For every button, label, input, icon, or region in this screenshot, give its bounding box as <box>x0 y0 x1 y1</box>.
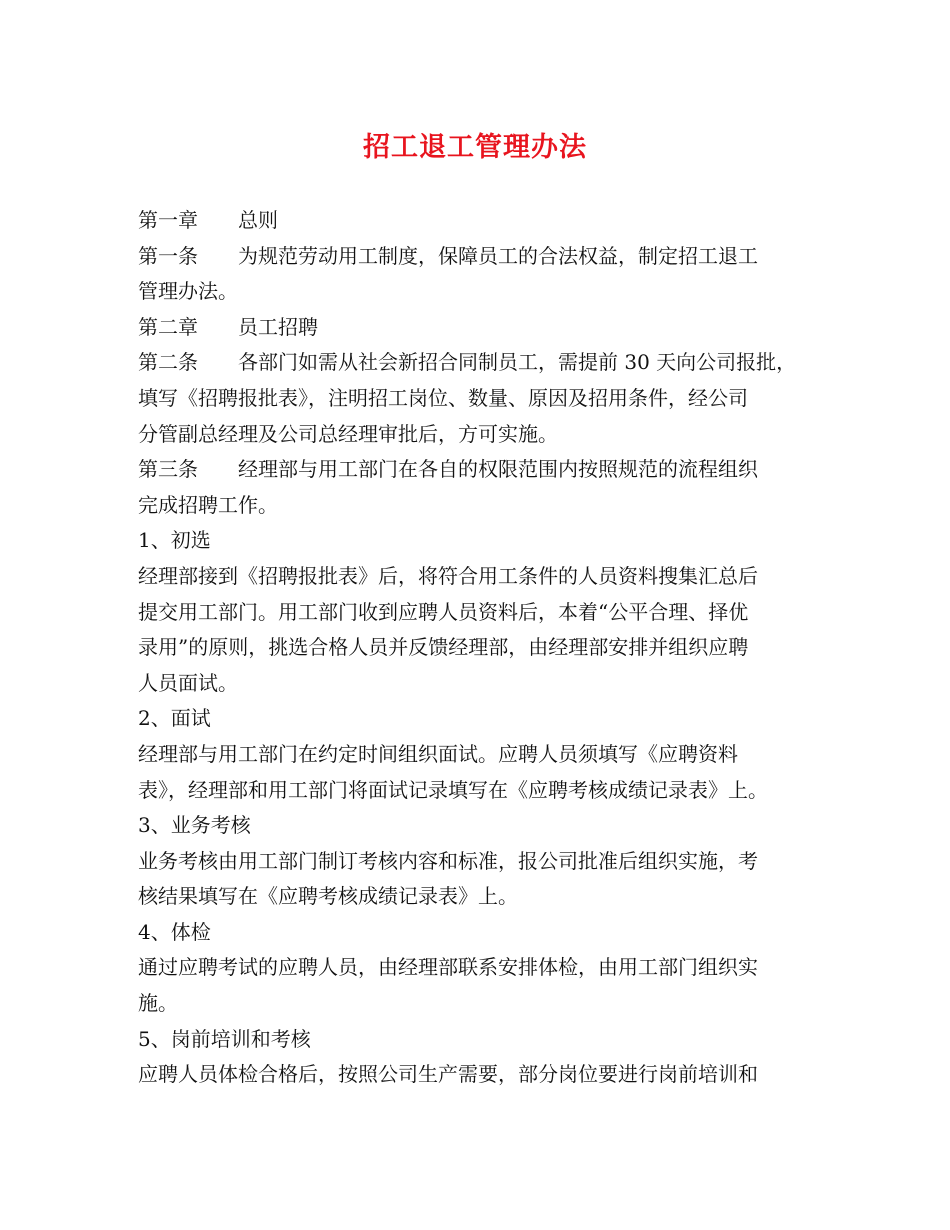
text-line <box>138 1057 828 1093</box>
section-label: 第三条 <box>138 457 198 482</box>
line-text: 提交用工部门。用工部门收到应聘人员资料后，本着“公平合理、择优 <box>138 599 749 624</box>
line-text: 各部门如需从社会新招合同制员工，需提前 30 天向公司报批， <box>238 350 797 375</box>
section-label: 第一条 <box>138 243 198 268</box>
line-text: 1、初选 <box>138 528 211 553</box>
text-line <box>138 452 828 488</box>
line-text: 完成招聘工作。 <box>138 492 278 517</box>
line-text: 员工招聘 <box>238 314 318 339</box>
line-text: 5、岗前培训和考核 <box>138 1026 311 1051</box>
section-label: 第二章 <box>138 314 198 339</box>
section-label: 第一章 <box>138 208 198 232</box>
text-line <box>138 666 828 702</box>
text-line <box>138 381 828 417</box>
document-body <box>138 203 828 1093</box>
line-text: 4、体检 <box>138 919 211 944</box>
text-line <box>138 879 828 915</box>
text-line <box>138 773 828 809</box>
text-line <box>138 1022 828 1058</box>
text-line <box>138 310 828 346</box>
text-line <box>138 274 828 310</box>
line-text: 经理部与用工部门在约定时间组织面试。应聘人员须填写《应聘资料 <box>138 741 738 766</box>
text-line <box>138 844 828 880</box>
text-line <box>138 986 828 1022</box>
section-label: 第二条 <box>138 350 198 375</box>
line-text: 2、面试 <box>138 706 211 731</box>
text-line <box>138 523 828 559</box>
line-text: 填写《招聘报批表》，注明招工岗位、数量、原因及招用条件，经公司 <box>138 385 748 410</box>
line-text: 3、业务考核 <box>138 813 251 838</box>
text-line <box>138 345 828 381</box>
text-line <box>138 559 828 595</box>
text-line <box>138 595 828 631</box>
text-line <box>138 239 828 275</box>
line-text: 人员面试。 <box>138 670 238 695</box>
line-text: 为规范劳动用工制度，保障员工的合法权益，制定招工退工 <box>238 243 758 268</box>
text-line <box>138 488 828 524</box>
document-title: 招工退工管理办法 <box>363 132 587 163</box>
text-line <box>138 915 828 951</box>
text-line <box>138 701 828 737</box>
line-text: 经理部与用工部门在各自的权限范围内按照规范的流程组织 <box>238 457 758 482</box>
line-text: 管理办法。 <box>138 279 238 304</box>
text-line <box>138 950 828 986</box>
text-line <box>138 808 828 844</box>
line-text: 经理部接到《招聘报批表》后，将符合用工条件的人员资料搜集汇总后 <box>138 563 758 588</box>
line-text: 业务考核由用工部门制订考核内容和标准，报公司批准后组织实施，考 <box>138 848 758 873</box>
text-line <box>138 630 828 666</box>
text-line <box>138 417 828 453</box>
text-line <box>138 737 828 773</box>
line-text: 分管副总经理及公司总经理审批后，方可实施。 <box>138 421 558 446</box>
line-text: 施。 <box>138 991 178 1016</box>
line-text: 应聘人员体检合格后，按照公司生产需要，部分岗位要进行岗前培训和 <box>138 1062 758 1087</box>
line-text: 核结果填写在《应聘考核成绩记录表》上。 <box>138 884 518 909</box>
line-text: 录用”的原则，挑选合格人员并反馈经理部，由经理部安排并组织应聘 <box>138 635 749 660</box>
line-text: 通过应聘考试的应聘人员，由经理部联系安排体检，由用工部门组织实 <box>138 955 758 980</box>
line-text: 表》，经理部和用工部门将面试记录填写在《应聘考核成绩记录表》上。 <box>138 777 768 802</box>
text-line <box>138 203 828 239</box>
line-text: 总则 <box>238 208 278 232</box>
